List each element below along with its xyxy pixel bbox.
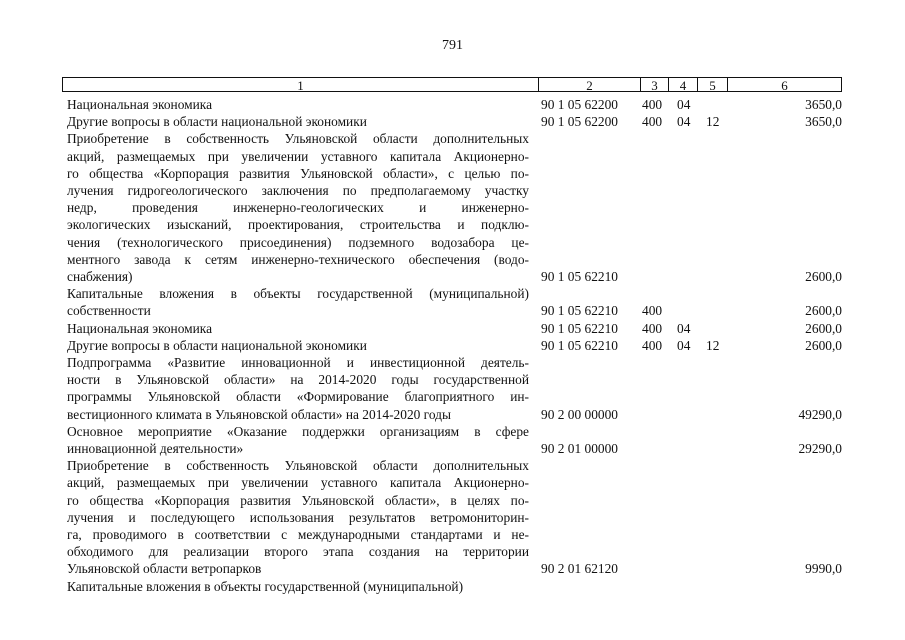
description-line: Другие вопросы в области национальной экономики: [67, 337, 367, 353]
description-line: акций, размещаемых при увеличении уставного капитала Акционерно-: [67, 148, 529, 164]
row-code: 90 1 05 62210: [541, 320, 618, 336]
description-line: лучения и последующего использования результатов ветромониторин-: [67, 509, 529, 525]
row-col-4: 04: [677, 320, 691, 336]
description-line: ментного завода к сетям инженерно-технического обеспечения (водо-: [67, 251, 529, 267]
description-line: Национальная экономика: [67, 320, 213, 336]
description-line: вестиционного климата в Ульяновской области» на 2014-2020 годы: [67, 406, 451, 422]
row-col-4: 04: [677, 114, 691, 130]
header-col-1: 1: [62, 77, 538, 92]
description-line: Капитальные вложения в объекты государственной (муниципальной): [67, 286, 529, 302]
row-description: [67, 457, 529, 577]
page-number: 791: [442, 38, 463, 53]
row-description: [67, 130, 529, 285]
row-amount: 3650,0: [805, 114, 842, 130]
row-col-4: 04: [677, 97, 691, 112]
row-amount: 49290,0: [798, 406, 842, 422]
row-amount: 2600,0: [805, 320, 842, 336]
row-code: 90 2 01 00000: [541, 440, 618, 456]
row-col-3: 400: [642, 114, 663, 130]
description-line: снабжения): [67, 269, 133, 285]
row-description: [67, 354, 529, 423]
row-description: [67, 96, 529, 113]
header-col-5: 5: [697, 77, 727, 92]
header-col-6: 6: [727, 77, 842, 92]
row-description: [67, 423, 529, 457]
description-line: экологических изысканий, проектирования, строительства и подклю-: [67, 217, 529, 233]
row-amount: 2600,0: [805, 337, 842, 353]
description-line: Ульяновской области ветропарков: [67, 561, 262, 577]
description-line: Основное мероприятие «Оказание поддержки организациям в сфере: [67, 423, 529, 439]
row-code: 90 1 05 62200: [541, 97, 618, 112]
row-col-3: 400: [642, 97, 663, 112]
row-col-3: 400: [642, 320, 663, 336]
description-line: го общества «Корпорация развития Ульяновской области», с целью по-: [67, 165, 529, 181]
row-description: [67, 285, 529, 319]
row-code: 90 1 05 62200: [541, 114, 618, 130]
description-line: Капитальные вложения в объекты государственной (муниципальной): [67, 578, 464, 594]
row-description: [67, 578, 529, 595]
description-line: акций, размещаемых при увеличении уставного капитала Акционерно-: [67, 475, 529, 491]
row-col-3: 400: [642, 303, 663, 319]
row-code: 90 2 01 62120: [541, 561, 618, 577]
row-amount: 3650,0: [805, 97, 842, 112]
description-line: Другие вопросы в области национальной экономики: [67, 114, 367, 130]
row-code: 90 1 05 62210: [541, 268, 618, 284]
row-amount: 9990,0: [805, 561, 842, 577]
row-description: [67, 113, 529, 130]
description-line: программы Ульяновской области «Формирование благоприятного ин-: [67, 389, 529, 405]
description-line: чения (технологического присоединения) подземного водозабора це-: [67, 234, 529, 250]
description-line: Подпрограмма «Развитие инновационной и инвестиционной деятель-: [67, 355, 529, 370]
description-line: лучения гидрогеологического заключения по предполагаемому участку: [67, 183, 529, 198]
description-line: Приобретение в собственность Ульяновской области дополнительных: [67, 131, 529, 147]
row-code: 90 1 05 62210: [541, 303, 618, 319]
row-description: [67, 320, 529, 337]
description-line: Приобретение в собственность Ульяновской области дополнительных: [67, 458, 529, 474]
description-line: инновационной деятельности»: [67, 441, 244, 456]
row-col-4: 04: [677, 337, 691, 353]
description-line: собственности: [67, 303, 151, 319]
row-col-3: 400: [642, 337, 663, 353]
description-line: го общества «Корпорация развития Ульяновской области», в целях по-: [67, 492, 529, 508]
row-col-5: 12: [706, 337, 720, 353]
row-code: 90 2 00 00000: [541, 406, 618, 422]
row-description: [67, 337, 529, 354]
header-col-4: 4: [668, 77, 697, 92]
description-line: обходимого для реализации второго этапа создания на территории: [67, 544, 529, 560]
header-col-2: 2: [538, 77, 640, 92]
description-line: га, проводимого в соответствии с международными стандартами и не-: [67, 527, 529, 542]
row-col-5: 12: [706, 114, 720, 130]
header-col-3: 3: [640, 77, 668, 92]
row-amount: 2600,0: [805, 268, 842, 284]
row-amount: 2600,0: [805, 303, 842, 319]
description-line: недр, проведения инженерно-геологических и инженерно-: [67, 200, 529, 216]
row-code: 90 1 05 62210: [541, 337, 618, 353]
description-line: Национальная экономика: [67, 97, 213, 112]
row-amount: 29290,0: [798, 440, 842, 456]
description-line: ности в Ульяновской области» на 2014-2020 годы государственной: [67, 372, 529, 388]
